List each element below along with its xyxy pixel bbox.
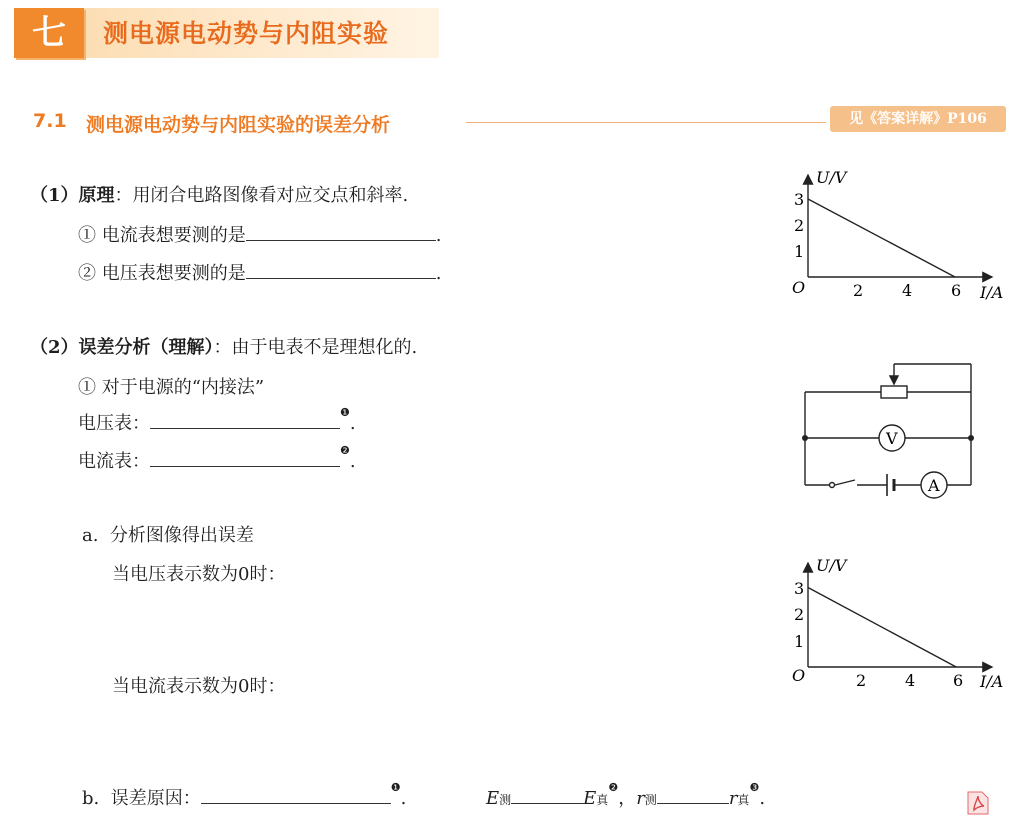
part1-heading xyxy=(30,181,408,207)
x-tick-label: 2 xyxy=(856,671,867,690)
x-tick-label: 4 xyxy=(902,281,913,300)
y-tick-label: 1 xyxy=(794,242,805,261)
voltmeter-row xyxy=(78,406,356,435)
part-a-label: a. xyxy=(82,525,99,546)
subscript-true: 真 xyxy=(596,793,609,807)
part2-text: ：由于电表不是理想化的. xyxy=(213,337,418,358)
ammeter-label: 电流表： xyxy=(78,451,150,472)
blank-field[interactable] xyxy=(657,785,729,804)
data-line xyxy=(808,588,956,668)
origin-label: O xyxy=(792,278,806,297)
blank-field[interactable] xyxy=(150,410,340,429)
y-tick-label: 3 xyxy=(794,190,805,209)
marker-1: ❶ xyxy=(390,781,401,794)
symbol-E: E xyxy=(486,788,500,809)
origin-label: O xyxy=(792,666,806,685)
marker-3: ❸ xyxy=(749,781,760,794)
period: . xyxy=(435,263,442,284)
marker-1: ❶ xyxy=(340,406,350,419)
part1-item2-text: ② 电压表想要测的是 xyxy=(78,263,246,284)
y-axis-label: U/V xyxy=(816,168,847,187)
part1-item1 xyxy=(78,221,441,247)
y-tick-label: 1 xyxy=(794,632,805,651)
section-divider xyxy=(466,122,826,123)
circuit-diagram xyxy=(795,360,985,500)
y-axis-label: U/V xyxy=(816,556,847,575)
ammeter-row xyxy=(78,444,356,473)
part2-heading xyxy=(30,333,417,359)
blank-field[interactable] xyxy=(201,785,391,804)
part-a-line2: 当电流表示数为0时： xyxy=(112,676,286,697)
x-axis-label: I/A xyxy=(980,672,1004,691)
ammeter-label: A xyxy=(928,476,940,495)
x-axis-label: I/A xyxy=(980,283,1004,302)
junction-dot xyxy=(968,435,974,441)
part-b-label: b. xyxy=(82,788,100,809)
part1-item1-text: ① 电流表想要测的是 xyxy=(78,225,246,246)
blank-field[interactable] xyxy=(246,222,436,241)
pdf-icon xyxy=(966,790,990,816)
slider-arrow-icon xyxy=(890,376,898,384)
symbol-r: r xyxy=(636,788,645,809)
y-tick-label: 2 xyxy=(794,216,805,235)
part1-item2 xyxy=(78,259,441,285)
marker-2: ❷ xyxy=(608,781,619,794)
answer-reference: 见《答案详解》P106 xyxy=(830,106,1006,132)
switch-lever xyxy=(835,480,855,485)
chapter-number-badge: 七 xyxy=(14,8,84,58)
symbol-r: r xyxy=(728,788,738,809)
section-title: 测电源电动势与内阻实验的误差分析 xyxy=(86,114,391,136)
period: . xyxy=(759,788,766,809)
part-a-line1: 当电压表示数为0时： xyxy=(112,564,286,585)
x-tick-label: 6 xyxy=(951,281,962,300)
marker-2: ❷ xyxy=(340,444,350,457)
blank-field[interactable] xyxy=(246,260,436,279)
subscript-measured: 测 xyxy=(499,793,512,807)
voltmeter-label: V xyxy=(886,429,898,448)
y-tick-label: 3 xyxy=(794,579,805,598)
y-tick-label: 2 xyxy=(794,605,805,624)
part-b-text: 误差原因： xyxy=(110,788,201,809)
period: . xyxy=(349,413,356,434)
part-b-row xyxy=(82,781,407,810)
blank-field[interactable] xyxy=(150,448,340,467)
rheostat-resistor xyxy=(881,386,907,398)
ui-graph-1 xyxy=(780,165,1010,305)
period: . xyxy=(400,788,407,809)
part-b-comparison xyxy=(486,781,766,810)
subscript-measured: 测 xyxy=(644,793,657,807)
section-number: 7.1 xyxy=(33,110,67,132)
part2-label: （2）误差分析（理解） xyxy=(30,337,214,358)
chapter-title: 测电源电动势与内阻实验 xyxy=(103,19,390,48)
comma: ， xyxy=(618,788,637,809)
period: . xyxy=(435,225,442,246)
switch-contact xyxy=(830,483,835,488)
x-tick-label: 2 xyxy=(853,281,864,300)
ui-graph-2 xyxy=(780,553,1010,693)
blank-field[interactable] xyxy=(511,785,583,804)
symbol-E: E xyxy=(583,788,597,809)
x-tick-label: 6 xyxy=(953,671,964,690)
part2-item1: ① 对于电源的“内接法” xyxy=(78,377,265,398)
data-line xyxy=(808,199,955,277)
period: . xyxy=(349,451,356,472)
part1-label: （1）原理 xyxy=(30,185,115,206)
junction-dot xyxy=(802,435,808,441)
part-a-text: 分析图像得出误差 xyxy=(109,525,254,546)
part1-text: ：用闭合电路图像看对应交点和斜率. xyxy=(114,185,409,206)
subscript-true: 真 xyxy=(737,793,750,807)
part-a-heading xyxy=(82,521,254,547)
voltmeter-label: 电压表： xyxy=(78,413,150,434)
x-tick-label: 4 xyxy=(905,671,916,690)
